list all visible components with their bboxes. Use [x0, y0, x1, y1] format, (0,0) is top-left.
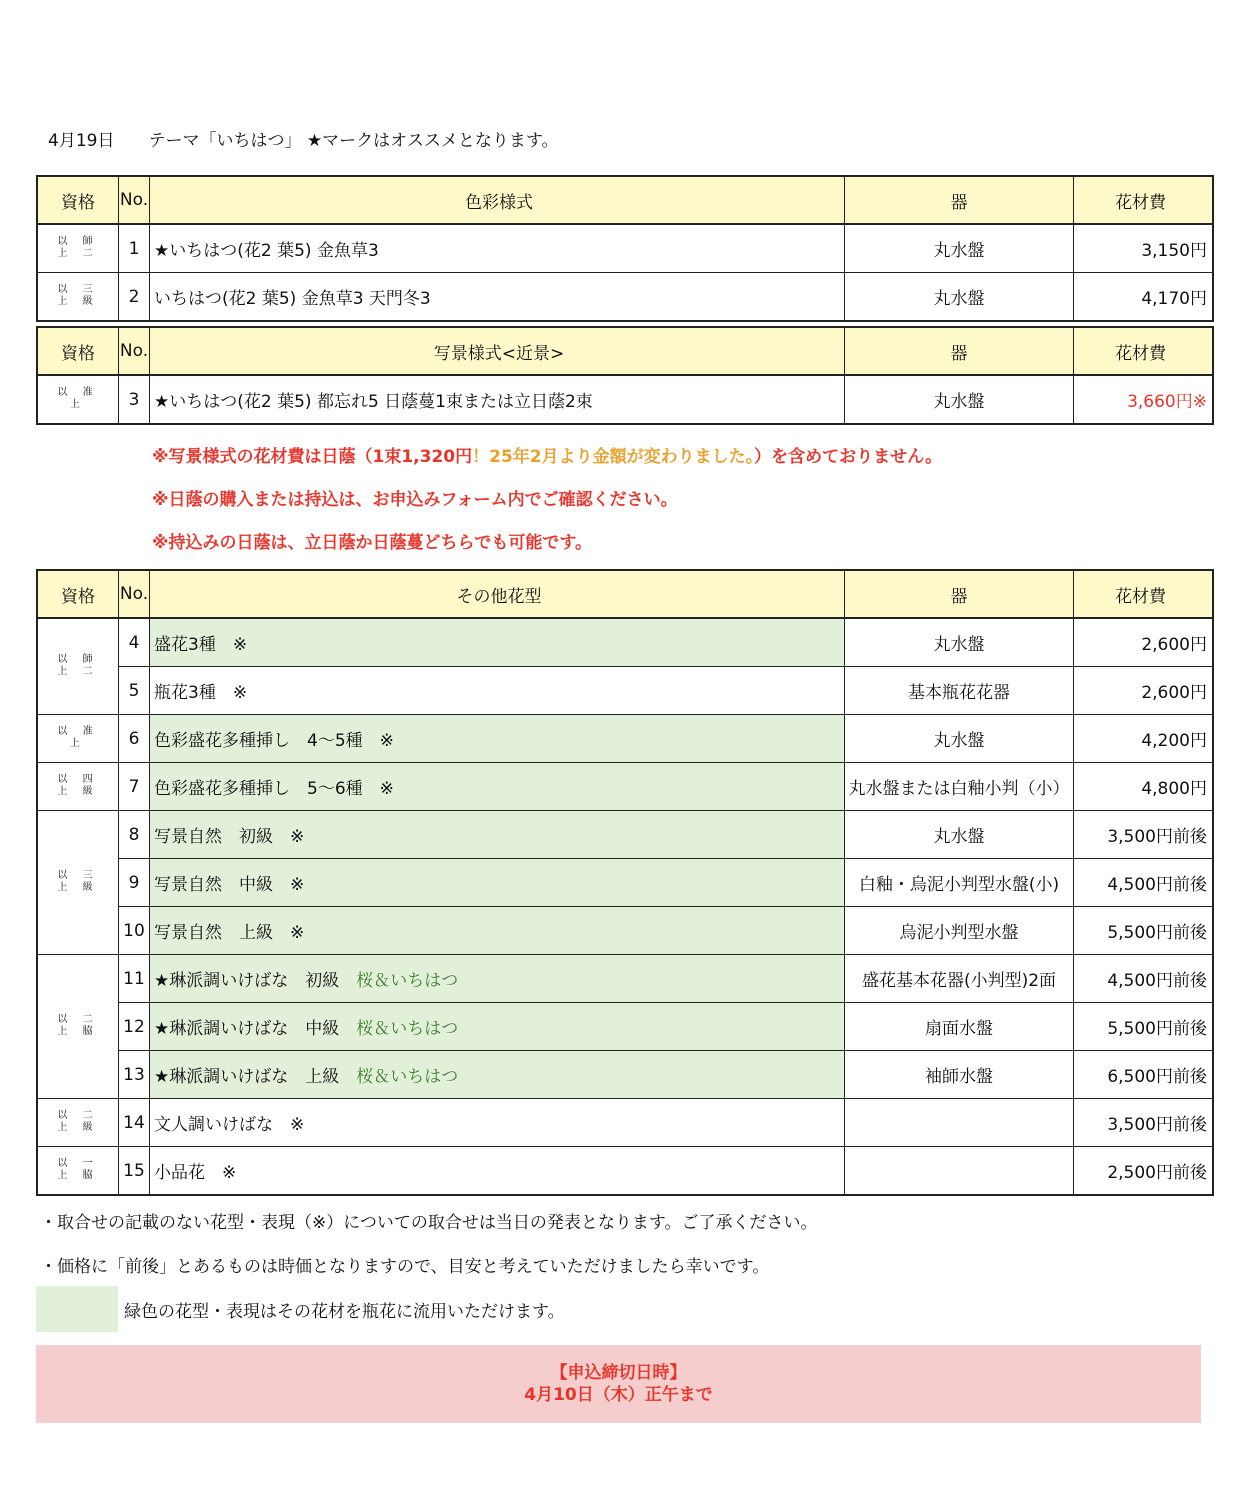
table-row: [37, 955, 1213, 1003]
fee-value: 4,500円前後: [1074, 859, 1214, 907]
style-name: [150, 1051, 845, 1099]
style-name: いちはつ(花2 葉5) 金魚草3 天門冬3: [150, 273, 845, 322]
vessel-name: [845, 1099, 1074, 1147]
header-style: その他花型: [150, 570, 845, 618]
note-1: [152, 442, 942, 467]
table-row: [37, 1051, 1213, 1099]
fee-value: 4,500円前後: [1074, 955, 1214, 1003]
vessel-name: 扇面水盤: [845, 1003, 1074, 1051]
table-row: [37, 1003, 1213, 1051]
fee-value: 4,800円: [1074, 763, 1214, 811]
style-name: 色彩盛花多種挿し 5～6種 ※: [150, 763, 845, 811]
deadline-date: 4月10日（木）正午まで: [524, 1385, 713, 1405]
table-row: [37, 1099, 1213, 1147]
vessel-name: 盛花基本花器(小判型)2面: [845, 955, 1074, 1003]
qualification-label: 以 三 上 級: [57, 870, 99, 893]
vessel-name: 丸水盤: [845, 618, 1074, 667]
header-fee: 花材費: [1074, 327, 1214, 375]
note-1-part-c: ）を含めておりません。: [754, 447, 943, 467]
row-number: 7: [119, 763, 150, 811]
vessel-name: 丸水盤: [845, 811, 1074, 859]
qualification-label: 以 一 上 脇: [57, 1158, 99, 1181]
header-style: 色彩様式: [150, 176, 845, 224]
vessel-name: 丸水盤または白釉小判（小）: [845, 763, 1074, 811]
style-name: 瓶花3種 ※: [150, 667, 845, 715]
fee-value: 5,500円前後: [1074, 1003, 1214, 1051]
style-material: 桜＆いちはつ: [356, 1067, 459, 1087]
header-qualification: 資格: [37, 327, 119, 375]
vessel-name: 丸水盤: [845, 273, 1074, 322]
style-name: 小品花 ※: [150, 1147, 845, 1196]
fee-value: 2,600円: [1074, 667, 1214, 715]
fee-value: 2,600円: [1074, 618, 1214, 667]
other-styles-table: [36, 569, 1214, 1196]
style-name: 写景自然 初級 ※: [150, 811, 845, 859]
header-fee: 花材費: [1074, 176, 1214, 224]
fee-value: 5,500円前後: [1074, 907, 1214, 955]
table-row: [37, 375, 1213, 424]
deadline-banner: [36, 1345, 1201, 1423]
row-number: 3: [119, 375, 150, 424]
qualification-label: 以 三 上 級: [57, 284, 99, 307]
vessel-name: 白釉・烏泥小判型水盤(小): [845, 859, 1074, 907]
style-text: ★琳派調いけばな 初級: [154, 971, 340, 991]
style-name: 文人調いけばな ※: [150, 1099, 845, 1147]
qualification-label: 以 二 上 級: [57, 1110, 99, 1133]
fee-value: 3,500円前後: [1074, 1099, 1214, 1147]
row-number: 10: [119, 907, 150, 955]
vessel-name: 袖師水盤: [845, 1051, 1074, 1099]
row-number: 8: [119, 811, 150, 859]
table-row: [37, 763, 1213, 811]
fee-value: 4,170円: [1074, 273, 1214, 322]
style-name: 写景自然 中級 ※: [150, 859, 845, 907]
note-1-part-a: ※写景様式の花材費は日蔭（1束1,320円: [152, 447, 473, 467]
landscape-style-table: [36, 326, 1214, 425]
note-1-part-b: ！25年2月より金額が変わりました。: [472, 447, 755, 467]
header-vessel: 器: [845, 570, 1074, 618]
fee-value: 4,200円: [1074, 715, 1214, 763]
table-row: [37, 715, 1213, 763]
green-legend-swatch: [36, 1286, 118, 1332]
style-name: 色彩盛花多種挿し 4～5種 ※: [150, 715, 845, 763]
header-qualification: 資格: [37, 570, 119, 618]
row-number: 6: [119, 715, 150, 763]
vessel-name: 丸水盤: [845, 715, 1074, 763]
table-row: [37, 224, 1213, 273]
footer-note-2: ・価格に「前後」とあるものは時価となりますので、目安と考えていただけましたら幸いです。: [40, 1257, 770, 1277]
style-name: [150, 955, 845, 1003]
header-style: 写景様式<近景>: [150, 327, 845, 375]
style-name: 盛花3種 ※: [150, 618, 845, 667]
style-name: ★いちはつ(花2 葉5) 都忘れ5 日蔭蔓1束または立日蔭2束: [150, 375, 845, 424]
table-row: [37, 907, 1213, 955]
qualification-label: 以 師 上 二: [57, 236, 99, 259]
row-number: 13: [119, 1051, 150, 1099]
vessel-name: [845, 1147, 1074, 1196]
qualification-label: 以 准 上: [57, 387, 99, 410]
table-row: [37, 273, 1213, 322]
vessel-name: 丸水盤: [845, 224, 1074, 273]
header-vessel: 器: [845, 327, 1074, 375]
table-row: [37, 1147, 1213, 1196]
deadline-title: 【申込締切日時】: [550, 1363, 687, 1383]
style-material: 桜＆いちはつ: [356, 971, 459, 991]
header-vessel: 器: [845, 176, 1074, 224]
row-number: 5: [119, 667, 150, 715]
footer-note-1: ・取合せの記載のない花型・表現（※）についての取合せは当日の発表となります。ご了承ください。: [40, 1213, 818, 1233]
header-no: No.: [119, 327, 150, 375]
header-qualification: 資格: [37, 176, 119, 224]
vessel-name: 基本瓶花花器: [845, 667, 1074, 715]
row-number: 12: [119, 1003, 150, 1051]
style-name: 写景自然 上級 ※: [150, 907, 845, 955]
table-row: [37, 618, 1213, 667]
row-number: 9: [119, 859, 150, 907]
fee-value: 3,660円※: [1074, 375, 1214, 424]
fee-value: 2,500円前後: [1074, 1147, 1214, 1196]
vessel-name: 烏泥小判型水盤: [845, 907, 1074, 955]
style-material: 桜＆いちはつ: [356, 1019, 459, 1039]
style-text: ★琳派調いけばな 上級: [154, 1067, 340, 1087]
table-row: [37, 859, 1213, 907]
header-no: No.: [119, 570, 150, 618]
fee-value: 3,150円: [1074, 224, 1214, 273]
header-fee: 花材費: [1074, 570, 1214, 618]
row-number: 1: [119, 224, 150, 273]
row-number: 14: [119, 1099, 150, 1147]
note-3: ※持込みの日蔭は、立日蔭か日蔭蔓どちらでも可能です。: [152, 533, 592, 553]
page-header: 4月19日 テーマ「いちはつ」 ★マークはオススメとなります。: [48, 131, 559, 151]
style-text: ★琳派調いけばな 中級: [154, 1019, 340, 1039]
style-name: [150, 1003, 845, 1051]
qualification-label: 以 四 上 級: [57, 774, 99, 797]
note-2: ※日蔭の購入または持込は、お申込みフォーム内でご確認ください。: [152, 490, 678, 510]
header-no: No.: [119, 176, 150, 224]
row-number: 11: [119, 955, 150, 1003]
style-name: ★いちはつ(花2 葉5) 金魚草3: [150, 224, 845, 273]
qualification-label: 以 二 上 脇: [57, 1014, 99, 1037]
qualification-label: 以 准 上: [57, 726, 99, 749]
green-legend-text: 緑色の花型・表現はその花材を瓶花に流用いただけます。: [124, 1302, 565, 1322]
table-row: [37, 667, 1213, 715]
qualification-label: 以 師 上 二: [57, 654, 99, 677]
row-number: 4: [119, 618, 150, 667]
table-row: [37, 811, 1213, 859]
row-number: 15: [119, 1147, 150, 1196]
vessel-name: 丸水盤: [845, 375, 1074, 424]
fee-value: 6,500円前後: [1074, 1051, 1214, 1099]
fee-value: 3,500円前後: [1074, 811, 1214, 859]
color-style-table: [36, 175, 1214, 322]
row-number: 2: [119, 273, 150, 322]
